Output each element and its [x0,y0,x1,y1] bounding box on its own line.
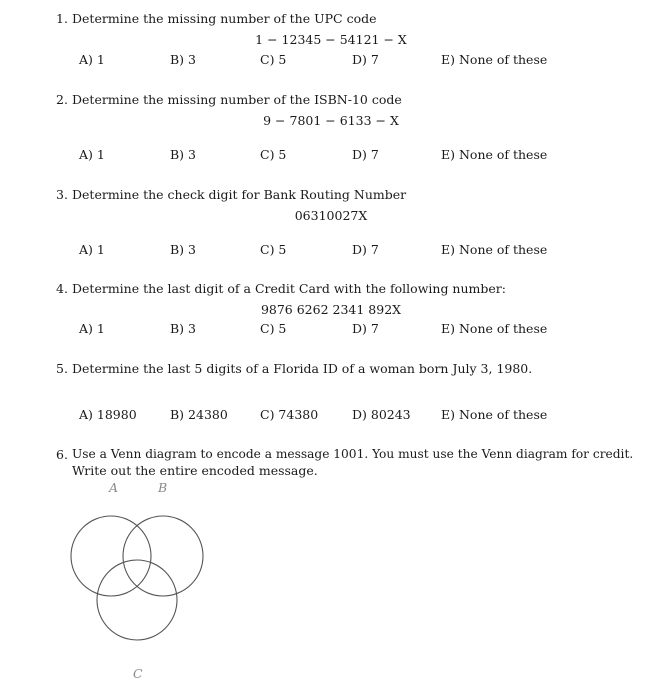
venn-label-a: A [109,480,119,495]
question-2-choice-c[interactable]: C) 5 [260,147,287,162]
question-4-number: 4. [56,281,68,296]
question-5-text: Determine the last 5 digits of a Florida ID of a woman born July 3, 1980. [72,361,533,376]
question-1-choice-c[interactable]: C) 5 [260,52,287,67]
question-2-choice-d[interactable]: D) 7 [352,147,379,162]
question-4-choice-c[interactable]: C) 5 [260,321,287,336]
question-1-code: 1 − 12345 − 54121 − X [255,32,407,47]
question-1-choice-d[interactable]: D) 7 [352,52,379,67]
question-1-choice-a[interactable]: A) 1 [79,52,105,67]
question-3-number: 3. [56,187,68,202]
question-5-choice-e[interactable]: E) None of these [441,407,548,422]
question-5-choice-c[interactable]: C) 74380 [260,407,319,422]
question-3-text: Determine the check digit for Bank Routing Number [72,187,407,202]
question-6-number: 6. [56,447,68,462]
venn-circle-b[interactable] [123,516,203,596]
venn-diagram[interactable] [66,512,211,647]
question-2-text: Determine the missing number of the ISBN-10 code [72,92,402,107]
question-3-code: 06310027X [294,208,368,223]
venn-circle-a[interactable] [71,516,151,596]
question-5-choice-d[interactable]: D) 80243 [352,407,411,422]
question-5-choice-b[interactable]: B) 24380 [170,407,228,422]
question-2-choice-e[interactable]: E) None of these [441,147,548,162]
question-5-choice-a[interactable]: A) 18980 [79,407,137,422]
venn-label-c: C [133,666,143,681]
question-3-choice-b[interactable]: B) 3 [170,242,196,257]
question-1-choice-e[interactable]: E) None of these [441,52,548,67]
question-3-choice-a[interactable]: A) 1 [79,242,105,257]
venn-circle-c[interactable] [97,560,177,640]
question-5-number: 5. [56,361,68,376]
question-3-choice-c[interactable]: C) 5 [260,242,287,257]
venn-label-b: B [158,480,168,495]
question-4-text: Determine the last digit of a Credit Card with the following number: [72,281,506,296]
question-1-choice-b[interactable]: B) 3 [170,52,196,67]
question-4-code: 9876 6262 2341 892X [260,302,402,317]
question-4-choice-a[interactable]: A) 1 [79,321,105,336]
question-4-choice-d[interactable]: D) 7 [352,321,379,336]
question-3-choice-d[interactable]: D) 7 [352,242,379,257]
question-3-choice-e[interactable]: E) None of these [441,242,548,257]
question-4-choice-b[interactable]: B) 3 [170,321,196,336]
question-2-choice-b[interactable]: B) 3 [170,147,196,162]
question-2-number: 2. [56,92,68,107]
question-1-text: Determine the missing number of the UPC code [72,11,377,26]
question-6-text-line1: Use a Venn diagram to encode a message 1001. You must use the Venn diagram for credit. [72,447,634,461]
question-1-number: 1. [56,11,68,26]
question-6-text-line2: Write out the entire encoded message. [72,463,318,478]
question-4-choice-e[interactable]: E) None of these [441,321,548,336]
question-2-code: 9 − 7801 − 6133 − X [263,113,399,128]
question-2-choice-a[interactable]: A) 1 [79,147,105,162]
